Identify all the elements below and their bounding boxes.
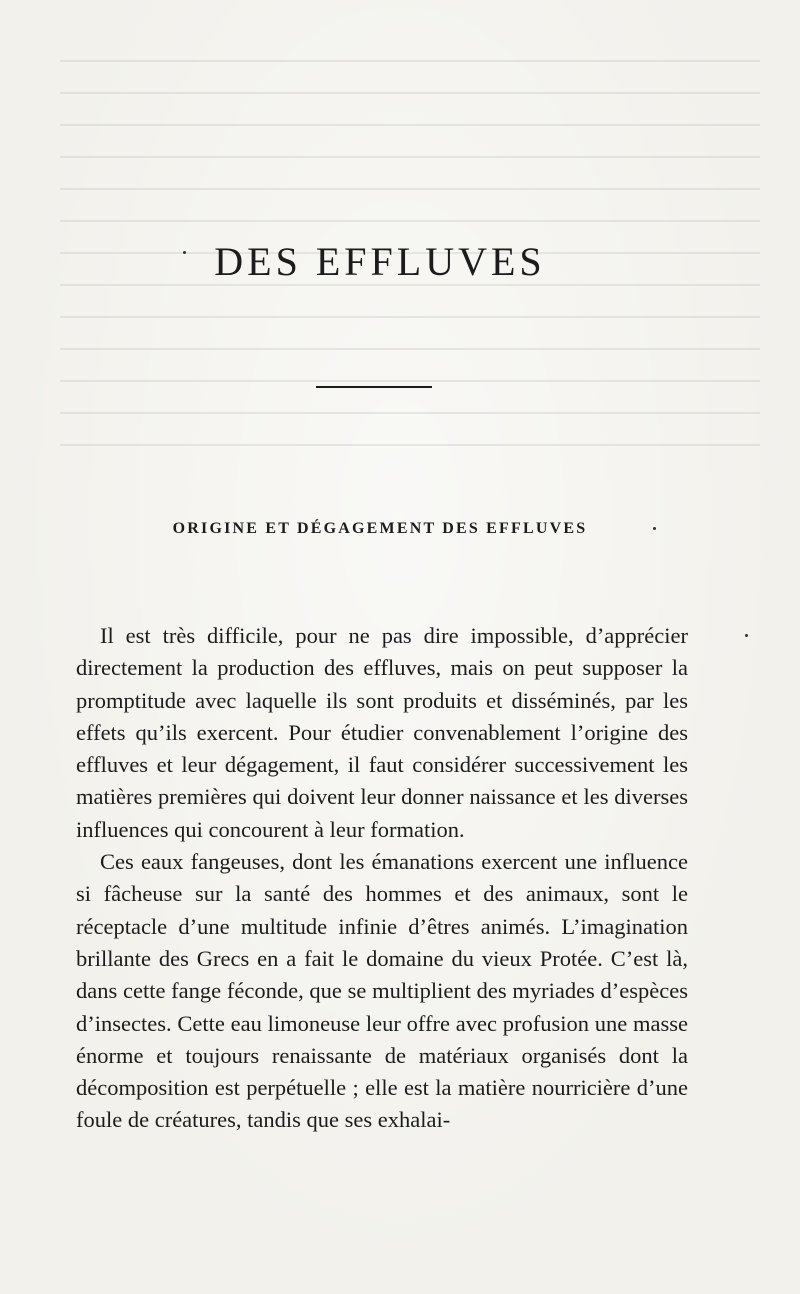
section-heading: ORIGINE ET DÉGAGEMENT DES EFFLUVES <box>172 520 588 537</box>
title-divider <box>316 386 432 388</box>
print-speck <box>183 251 186 254</box>
print-speck <box>653 527 656 530</box>
chapter-title: DES EFFLUVES <box>214 239 546 284</box>
paragraph-1: Il est très difficile, pour ne pas dire impossible, d’apprécier directement la production des effluves, mais on peut supposer la promptitude avec laquelle ils sont produits et disséminés, par les effets qu’ils exercent. Pour étudier convenablement l’origine des effluves et leur dégagement, il faut considérer successivement les matières premières qui doivent leur donner naissance et les diverses influences qui concourent à leur formation. <box>76 623 688 842</box>
print-speck <box>745 634 748 637</box>
paragraph-2: Ces eaux fangeuses, dont les émanations exercent une influence si fâcheuse sur la santé des hommes et des animaux, sont le réceptacle d’une multitude infinie d’êtres animés. L’imagination brillante des Grecs en a fait le domaine du vieux Protée. C’est là, dans cette fange féconde, que se multiplient des myriades d’espèces d’insectes. Cette eau limoneuse leur offre avec profusion une masse énorme et toujours renaissante de matériaux organisés dont la décomposition est perpétuelle ; elle est la matière nourricière d’une foule de créatures, tandis que ses exhalai- <box>76 849 688 1133</box>
body-text <box>76 620 688 1137</box>
